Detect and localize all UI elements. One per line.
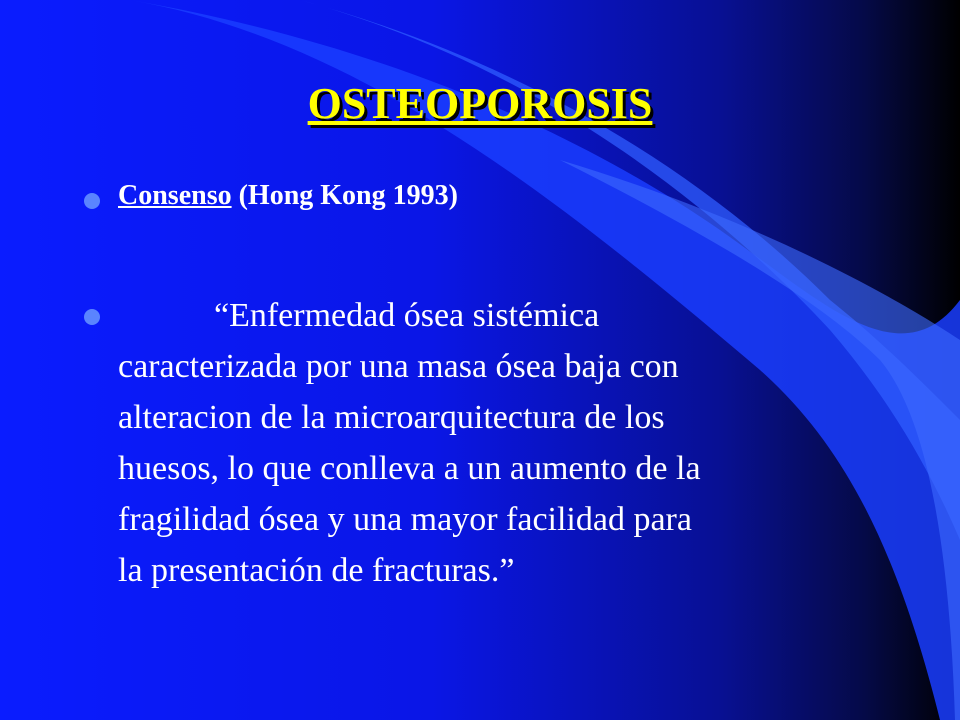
consensus-source: (Hong Kong 1993) [231,180,458,211]
bullet-consensus [118,180,458,212]
definition-line: caracterizada por una masa ósea baja con [118,348,679,385]
bullet-dot-icon [84,193,100,209]
consensus-label: Consenso [118,180,232,211]
definition-line: la presentación de fracturas.” [118,552,515,589]
definition-line: fragilidad ósea y una mayor facilidad para [118,501,692,538]
definition-line-text: “Enfermedad ósea sistémica [214,297,600,334]
bullet-definition [118,290,888,596]
definition-line: huesos, lo que conlleva a un aumento de la [118,450,701,487]
bullet-dot-icon [84,309,100,325]
definition-line: alteracion de la microarquitectura de los [118,399,665,436]
definition-line [118,290,888,341]
slide-title: OSTEOPOROSIS [307,79,653,128]
